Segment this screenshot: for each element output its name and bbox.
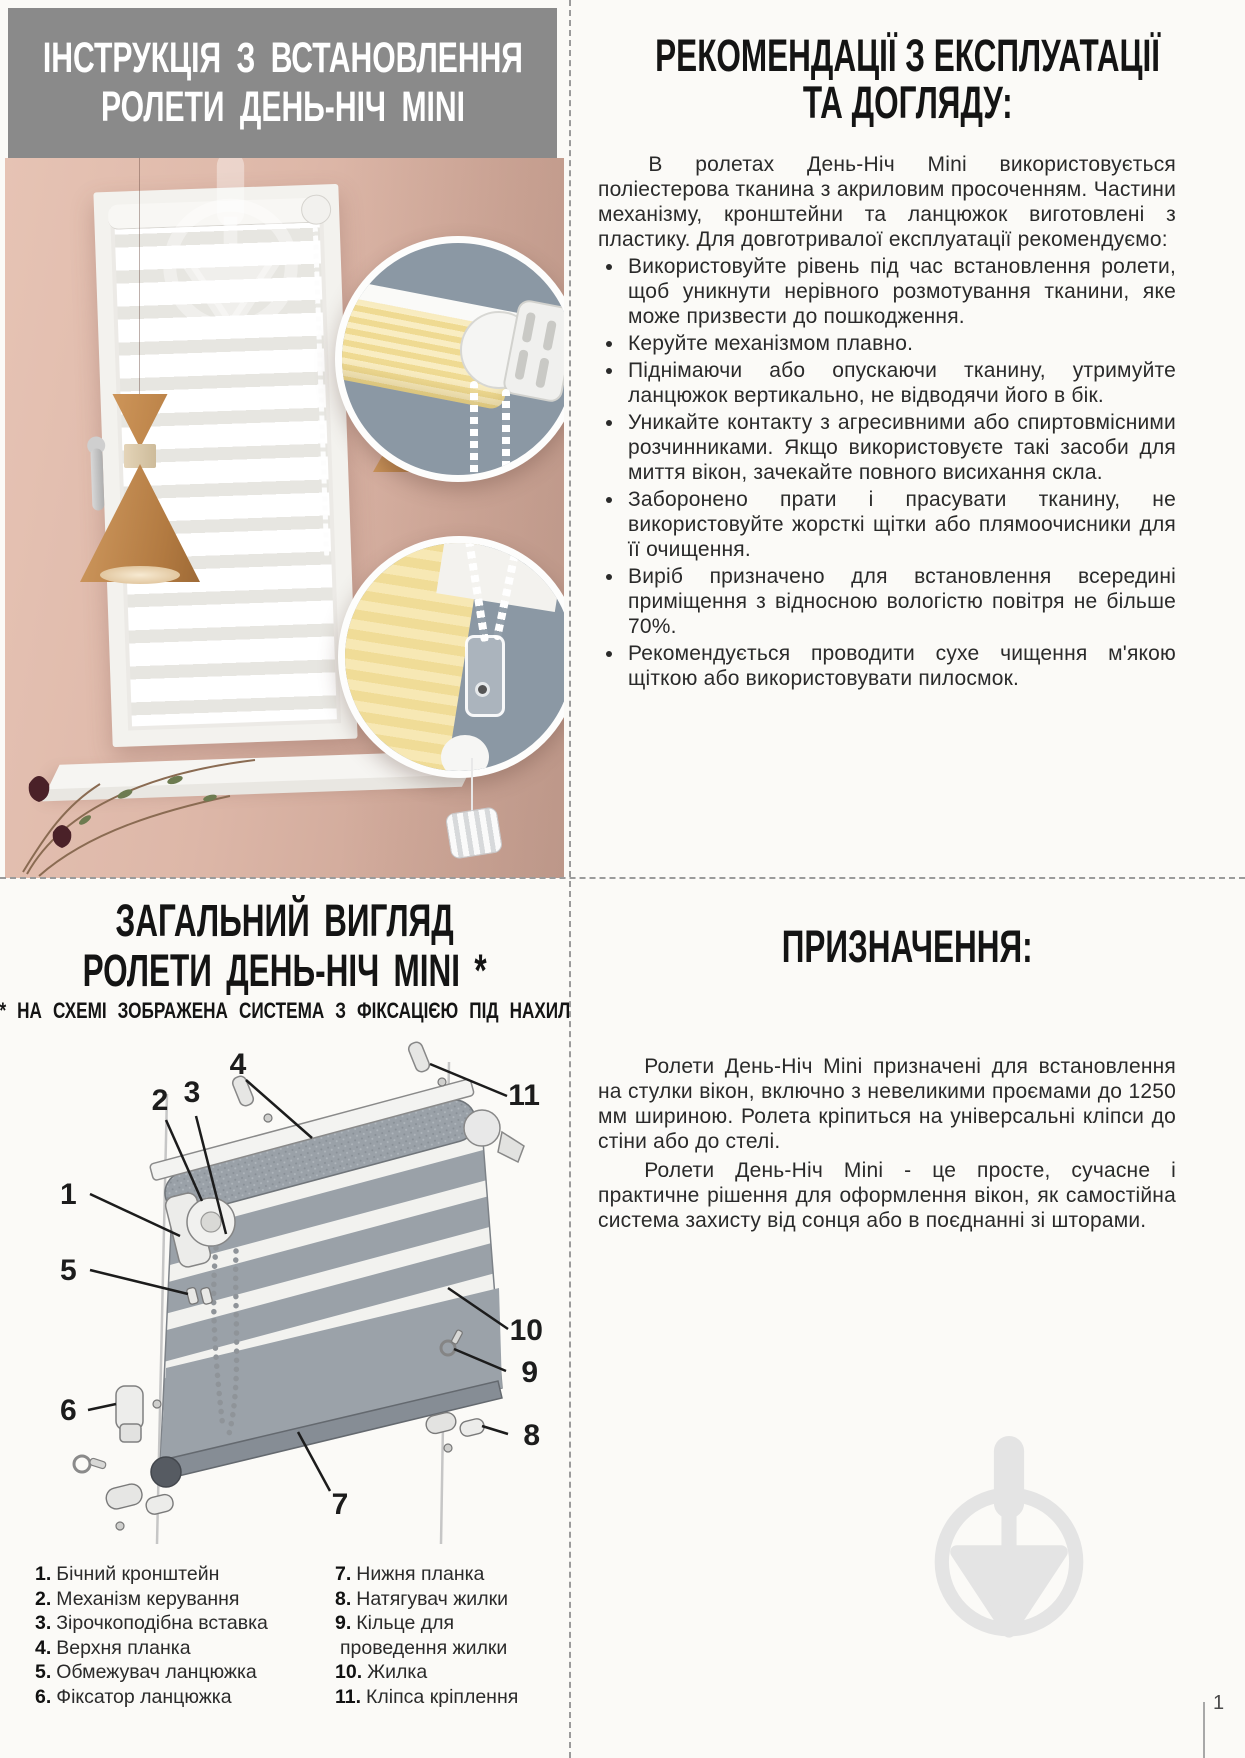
section-general-view xyxy=(0,878,570,1758)
vertical-cut-divider xyxy=(569,0,571,1758)
installation-title-line2: РОЛЕТИ ДЕНЬ-НІЧ MINI xyxy=(100,83,465,131)
callout-2: 2 xyxy=(151,1084,169,1117)
care-bullet: • Керуйте механізмом плавно. xyxy=(625,331,1176,356)
purpose-paragraph-1: Ролети День-Ніч Mini призначені для встановлення на стулки вікон, включно з невеликими проємами до 1250 мм шириною. Ролета кріпиться на універсальні кліпси до стіни або до стелі. xyxy=(598,1055,1176,1153)
bottom-bar-end-cap xyxy=(151,1457,181,1487)
decor-plant xyxy=(5,736,285,878)
care-bullet: • Заборонено прати і прасувати тканину, не використовуйте жорсткі щітки або плямоочисники для її очищення. xyxy=(625,487,1176,562)
callout-4: 4 xyxy=(229,1048,247,1081)
right-bracket xyxy=(498,1132,524,1162)
callout-1: 1 xyxy=(60,1178,77,1211)
interior-photo xyxy=(5,158,564,878)
callout-6: 6 xyxy=(60,1394,77,1427)
wall-lamp-glow xyxy=(100,566,180,584)
care-bullet: • Рекомендується проводити сухе чищення м'якою щіткою або використовувати пилосмок. xyxy=(625,641,1176,691)
inset1-slot xyxy=(522,312,537,343)
section-installation xyxy=(0,0,570,878)
care-bullet-list xyxy=(598,254,1176,691)
purpose-paragraph-2: Ролети День-Ніч Mini - це просте, сучасне і практичне рішення для оформлення вікон, як самостійна система захисту від сонця або в поєднанні зі шторами. xyxy=(598,1159,1176,1232)
care-title-line2: ТА ДОГЛЯДУ: xyxy=(802,77,1013,128)
legend-item: 7. Нижня планка xyxy=(335,1563,485,1585)
care-title-line1: РЕКОМЕНДАЦІЇ З ЕКСПЛУАТАЦІЇ xyxy=(655,30,1160,81)
care-bullet: • Піднімаючи або опускаючи тканину, утримуйте ланцюжок вертикально, не відводячи його в бік. xyxy=(625,358,1176,408)
inset1-slot xyxy=(514,349,529,380)
callout-7: 7 xyxy=(331,1488,349,1521)
horizontal-cut-divider xyxy=(0,877,1245,879)
inset1-slot xyxy=(542,320,557,351)
callout-3: 3 xyxy=(183,1076,201,1109)
chain-weight-crystal xyxy=(445,806,504,860)
legend-item: 11. Кліпса кріплення xyxy=(335,1685,519,1708)
legend-item: 2. Механізм керування xyxy=(35,1587,240,1610)
legend-item: 10. Жилка xyxy=(335,1661,428,1683)
callout-10: 10 xyxy=(509,1314,543,1347)
general-view-title-line2: РОЛЕТИ ДЕНЬ-НІЧ MINI * xyxy=(82,945,488,996)
care-text xyxy=(598,152,1176,693)
installation-title-banner xyxy=(8,8,557,158)
care-intro: В ролетах День-Ніч Mini використовується поліестерова тканина з акриловим просоченням. Частини механізму, кронштейни та ланцюжок виготовлені з пластику. Для довготривалої експлуатації рекомендуємо: xyxy=(598,153,1176,251)
inset-circle-fixator xyxy=(338,536,564,778)
trowel-watermark-icon xyxy=(925,1436,1093,1646)
chain-fixator xyxy=(116,1386,161,1442)
trowel-watermark-icon xyxy=(153,158,308,342)
legend-item: 1. Бічний кронштейн xyxy=(35,1563,220,1585)
inset1-bead-chain xyxy=(470,381,478,481)
section-purpose xyxy=(570,878,1245,1758)
cord-tensioner-right xyxy=(424,1411,485,1452)
inset2-chain-weight-top xyxy=(441,735,489,778)
section-care xyxy=(570,0,1245,878)
legend-item: 4. Верхня планка xyxy=(35,1636,191,1659)
inset2-chain-fixator xyxy=(465,635,505,717)
legend-item-continuation: проведення жилки xyxy=(340,1636,508,1659)
chain-weight-cord xyxy=(471,758,473,812)
callout-5: 5 xyxy=(60,1254,77,1287)
legend-item: 3. Зірочкоподібна вставка xyxy=(35,1612,268,1634)
installation-title-line1: ІНСТРУКЦІЯ З ВСТАНОВЛЕННЯ xyxy=(42,34,523,82)
callout-9: 9 xyxy=(521,1356,538,1389)
inset2-screw xyxy=(478,685,487,694)
legend-column-2 xyxy=(335,1562,555,1709)
callout-8: 8 xyxy=(523,1419,540,1452)
mounting-clip xyxy=(407,1040,446,1086)
inset1-bead-chain xyxy=(502,389,510,481)
legend-item: 6. Фіксатор ланцюжка xyxy=(35,1685,232,1708)
legend-item: 5. Обмежувач ланцюжка xyxy=(35,1661,257,1683)
star-insert xyxy=(201,1212,221,1232)
legend-item: 9. Кільце для xyxy=(335,1612,455,1634)
legend-item: 8. Натягувач жилки xyxy=(335,1587,508,1610)
inset-circle-mechanism xyxy=(335,236,564,482)
care-bullet: • Виріб призначено для встановлення всередині приміщення з відносною вологістю повітря не більше 70%. xyxy=(625,564,1176,639)
purpose-title: ПРИЗНАЧЕННЯ: xyxy=(782,921,1033,972)
care-bullet: • Уникайте контакту з агресивними або спиртовмісними розчинниками. Якщо використовуєте такі засоби для миття вікон, зачекайте повного висихання скла. xyxy=(625,410,1176,485)
page-number: 1 xyxy=(1213,1692,1225,1714)
blind-diagram xyxy=(20,1036,550,1558)
purpose-text xyxy=(598,1054,1176,1237)
general-view-note: * НА СХЕМІ ЗОБРАЖЕНА СИСТЕМА З ФІКСАЦІЄЮ ПІД НАХИЛ xyxy=(0,998,571,1023)
page-number-rule xyxy=(1203,1702,1205,1758)
lamp-cord xyxy=(139,158,140,396)
inset1-slot xyxy=(535,357,550,388)
tube-end-cap xyxy=(464,1110,500,1146)
legend-column-1 xyxy=(35,1562,335,1709)
parts-legend xyxy=(35,1562,555,1709)
window-handle xyxy=(90,448,104,510)
general-view-title-line1: ЗАГАЛЬНИЙ ВИГЛЯД xyxy=(115,895,455,946)
callout-11: 11 xyxy=(508,1079,540,1112)
care-bullet: • Використовуйте рівень під час встановлення ролети, щоб уникнути нерівного розмотування тканини, яке може призвести до пошкодження. xyxy=(625,254,1176,329)
